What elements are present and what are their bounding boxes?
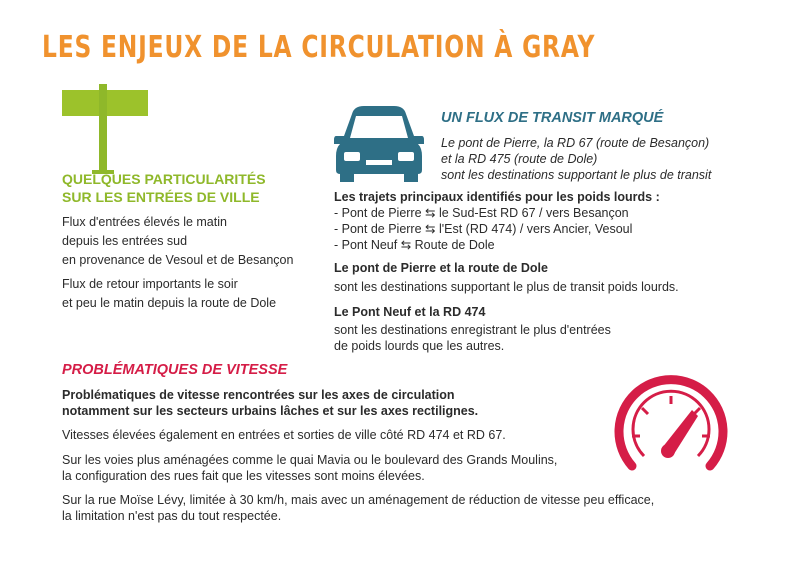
transit-intro: Le pont de Pierre, la RD 67 (route de Besançon) et la RD 475 (route de Dole) sont les destinations supportant le plus de transit	[441, 136, 712, 182]
speedometer-icon	[612, 372, 730, 472]
entries-paragraph-2: Flux de retour importants le soir et peu le matin depuis la route de Dole	[62, 277, 277, 310]
signpost-icon	[62, 82, 148, 174]
car-icon	[334, 104, 424, 184]
pont-neuf-block: Le Pont Neuf et la RD 474 sont les destinations enregistrant le plus d'entrées de poids lourds que les autres.	[334, 305, 611, 353]
list-item: - Pont de Pierre ⇆ l'Est (RD 474) / vers Ancier, Vesoul	[334, 222, 633, 236]
routes-title: Les trajets principaux identifiés pour les poids lourds :	[334, 190, 660, 204]
speed-paragraph-1: Vitesses élevées également en entrées et sorties de ville côté RD 474 et RD 67.	[62, 428, 506, 442]
transit-heading: UN FLUX DE TRANSIT MARQUÉ	[441, 110, 664, 126]
speed-paragraph-3: Sur la rue Moïse Lévy, limitée à 30 km/h, mais avec un aménagement de réduction de vitesse peu efficace, la limitation n'est pas du tout respectée.	[62, 493, 655, 523]
list-item: - Pont Neuf ⇆ Route de Dole	[334, 238, 495, 252]
page-title: LES ENJEUX DE LA CIRCULATION À GRAY	[42, 30, 596, 65]
routes-block	[334, 189, 660, 253]
list-item: - Pont de Pierre ⇆ le Sud-Est RD 67 / vers Besançon	[334, 206, 629, 220]
speed-intro: Problématiques de vitesse rencontrées sur les axes de circulation notamment sur les secteurs urbains lâches et sur les axes rectilignes.	[62, 388, 479, 418]
speed-heading: PROBLÉMATIQUES DE VITESSE	[62, 362, 288, 378]
pierre-dole-block: Le pont de Pierre et la route de Dole sont les destinations supportant le plus de transit poids lourds.	[334, 261, 679, 294]
entries-heading: QUELQUES PARTICULARITÉS SUR LES ENTRÉES DE VILLE	[62, 171, 266, 205]
speed-paragraph-2: Sur les voies plus aménagées comme le quai Mavia ou le boulevard des Grands Moulins, la configuration des rues fait que les vitesses sont moins élevées.	[62, 453, 558, 483]
entries-paragraph-1: Flux d'entrées élevés le matin depuis les entrées sud en provenance de Vesoul et de Besançon	[62, 215, 294, 267]
